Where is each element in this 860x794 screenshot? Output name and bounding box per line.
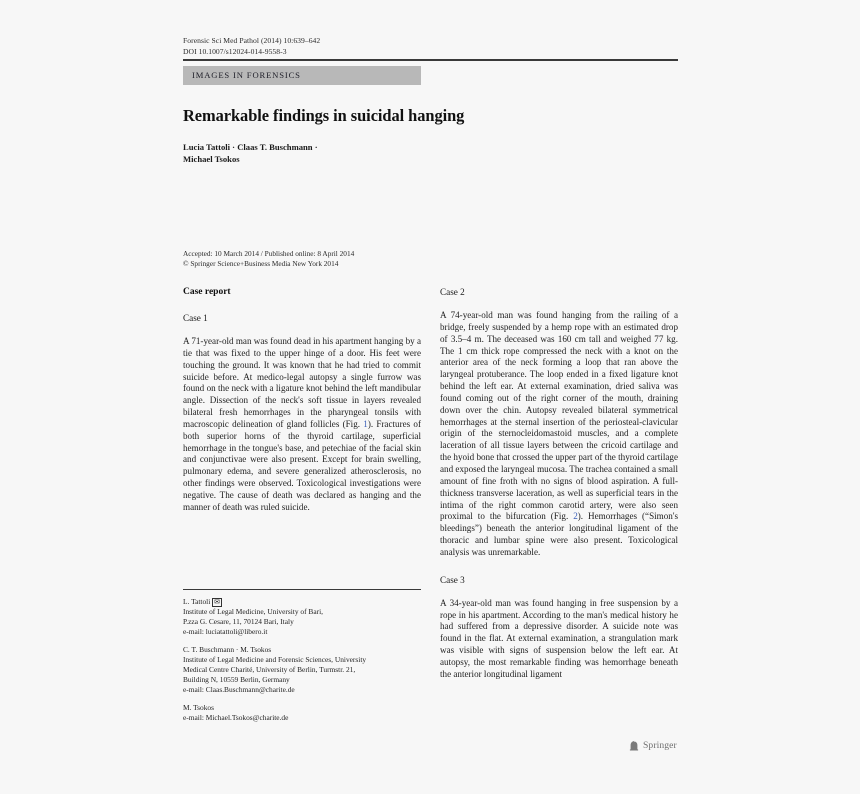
spacer bbox=[440, 299, 678, 310]
case1-text-a: A 71-year-old man was found dead in his apartment hanging by a tie that was fixed to the upper hinge of a door. His feet were touching the ground. It was known that he had tried to commit suicide before. At medico-legal autopsy a single furrow was found on the neck with a ligature knot behind the left mandibular angle. Dissection of the neck's soft tissue in layers revealed bilateral fresh hemorrhages in the pharyngeal tonsils with macroscopic delineation of gland follicles (Fig. bbox=[183, 336, 421, 429]
paragraph-case-3: A 34-year-old man was found hanging in free suspension by a rope in his apartment. According to the man's medical history he had suffered from a depressive disorder. A suicide note was found in the flat. At external examination, a strangulation mark was visible with signs of suspension below the left ear. At autopsy, the most remarkable finding was hemorrhage beneath the anterior longitudinal ligament bbox=[440, 597, 678, 679]
spacer bbox=[440, 587, 678, 598]
publisher-logo bbox=[629, 740, 677, 751]
page-title: Remarkable findings in suicidal hanging bbox=[183, 106, 465, 125]
section-banner-label: IMAGES IN FORENSICS bbox=[192, 70, 301, 80]
affiliation-email[interactable]: e-mail: Michael.Tsokos@charite.de bbox=[183, 713, 289, 723]
accepted-line: Accepted: 10 March 2014 / Published online: 8 April 2014 bbox=[183, 249, 355, 258]
journal-citation: Forensic Sci Med Pathol (2014) 10:639–642 bbox=[183, 36, 321, 45]
case1-text-b: ). Fractures of both superior horns of the thyroid cartilage, superficial hemorrhage in the tongue's base, and petechiae of the facial skin and conjunctivae were also present. Except for brain swelling, pulmonary edema, and severe generalized atherosclerosis, no other findings were observed. Toxicological investigations were negative. The cause of death was declared as hanging and the manner of death was ruled suicide. bbox=[183, 418, 421, 512]
copyright-line: © Springer Science+Business Media New York 2014 bbox=[183, 258, 339, 268]
column-left bbox=[183, 286, 421, 514]
section-banner bbox=[183, 66, 421, 85]
journal-masthead bbox=[183, 36, 678, 57]
affiliation-email[interactable]: e-mail: Claas.Buschmann@charite.de bbox=[183, 684, 295, 694]
journal-doi: DOI 10.1007/s12024-014-9558-3 bbox=[183, 46, 287, 56]
affiliation-name-line bbox=[183, 597, 431, 607]
affiliation-line: Institute of Legal Medicine and Forensic Sciences, University bbox=[183, 655, 367, 665]
case2-text-b: ). Hemorrhages (“Simon's bleedings”) beneath the anterior longitudinal ligament of the thoracic and lumbar spine were also present. Toxicological analysis was unremarkable. bbox=[440, 511, 678, 557]
publication-dates bbox=[183, 249, 583, 269]
envelope-icon: ✉ bbox=[214, 597, 220, 606]
section-heading-case-report: Case report bbox=[183, 287, 231, 297]
affiliation-line: Building N, 10559 Berlin, Germany bbox=[183, 674, 290, 684]
affiliation-entry bbox=[183, 703, 431, 723]
affiliations-block bbox=[183, 597, 431, 723]
spacer bbox=[440, 559, 678, 574]
affiliation-author-name: C. T. Buschmann · M. Tsokos bbox=[183, 645, 272, 655]
affiliation-author-name: M. Tsokos bbox=[183, 703, 214, 713]
column-right bbox=[440, 286, 678, 681]
subheading-case-1: Case 1 bbox=[183, 313, 208, 323]
case2-text-a: A 74-year-old man was found hanging from the railing of a bridge, freely suspended by a hemp rope with an estimated drop of 3.5–4 m. The deceased was 160 cm tall and weighed 77 kg. The 1 cm thick rope compressed the neck with a knot on the anterior area of the neck forming a loop that ran above the laryngeal protuberance. The loop ended in a fixed ligature knot behind the left ear. At external examination, dried saliva was found coming out of the right corner of the mouth, draining down over the chin. Autopsy revealed bilateral symmetrical hemorrhages at the sternal insertion of the periosteal-clavicular origin of the sternocleidomastoid muscles, and a complete laceration of all tissue layers between the cricoid cartilage and the hyoid bone that crossed the upper part of the thyroid cartilage and exposed the laryngeal mucosa. The trachea contained a small amount of fine froth with no signs of blood aspiration. A full-thickness transverse laceration, as well as superficial tears in the intima of the right common carotid artery, were also seen proximal to the bifurcation (Fig. bbox=[440, 310, 678, 522]
affiliation-divider bbox=[183, 589, 421, 590]
spacer bbox=[183, 299, 421, 312]
figure-2-link[interactable]: 2 bbox=[573, 511, 578, 522]
spacer bbox=[183, 325, 421, 336]
affiliation-entry bbox=[183, 597, 431, 637]
affiliation-line: Institute of Legal Medicine, University of Bari, bbox=[183, 607, 323, 616]
affiliation-email[interactable]: e-mail: luciatattoli@libero.it bbox=[183, 626, 268, 636]
paragraph-case-2 bbox=[440, 310, 678, 559]
subheading-case-2: Case 2 bbox=[440, 287, 465, 297]
affiliation-line: P.zza G. Cesare, 11, 70124 Bari, Italy bbox=[183, 616, 294, 626]
document-page bbox=[183, 0, 678, 794]
springer-wordmark: Springer bbox=[643, 740, 677, 751]
figure-1-link[interactable]: 1 bbox=[363, 418, 368, 429]
affiliation-entry bbox=[183, 645, 431, 695]
springer-knight-icon bbox=[629, 740, 640, 751]
subheading-case-3: Case 3 bbox=[440, 574, 465, 585]
affiliation-line: Medical Centre Charité, University of Berlin, Turmstr. 21, bbox=[183, 665, 356, 675]
paragraph-case-1 bbox=[183, 336, 421, 514]
affiliation-author-name: L. Tattoli bbox=[183, 597, 211, 606]
masthead-divider bbox=[183, 59, 678, 61]
author-list: Lucia Tattoli · Claas T. Buschmann · Michael Tsokos bbox=[183, 142, 318, 165]
